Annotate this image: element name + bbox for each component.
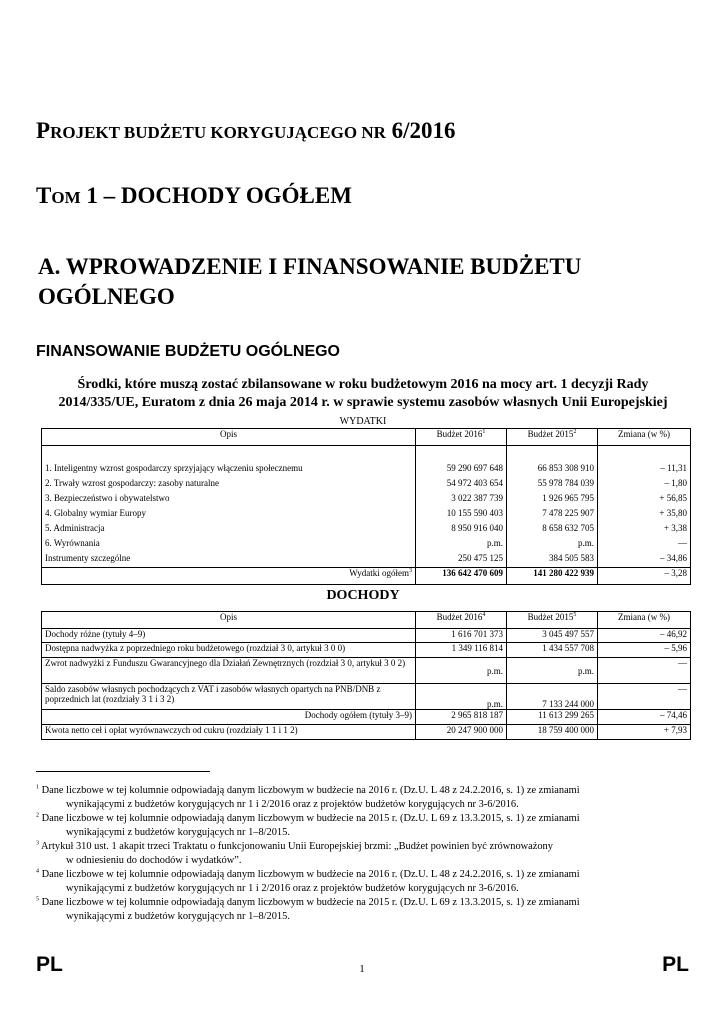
table-row: 6. Wyrównania p.m. p.m. —	[42, 538, 691, 553]
table-row: Dostępna nadwyżka z poprzedniego roku budżetowego (rozdział 3 0, artykuł 3 0 0) 1 349 116 814 1 434 557 708 – 5,96	[42, 643, 691, 658]
table-row: 1. Inteligentny wzrost gospodarczy sprzyjający włączeniu społecznemu 59 290 697 648 66 853 308 910 – 11,31	[42, 463, 691, 478]
table-row: Kwota netto ceł i opłat wyrównawczych od cukru (rozdziały 1 1 i 1 2) 20 247 900 000 18 759 400 000 + 7,93	[42, 725, 691, 740]
dochody-table	[41, 611, 691, 740]
table-row: 3. Bezpieczeństwo i obywatelstwo 3 022 387 739 1 926 965 795 + 56,85	[42, 493, 691, 508]
footnote: $^1$ Dane liczbowe w tej kolumnie odpowiadają danym liczbowym w budżecie na 2016 r. (Dz.U. L 48 z 24.2.2016, s. 1) ze zmianami wynikającymi z budżetów korygujących nr 1 i 2/2016 oraz z projektów budżetów korygujących nr 3-6/2016.	[36, 784, 580, 810]
col-opis: Opis	[42, 429, 416, 446]
col-zmiana: Zmiana (w %)	[598, 612, 691, 629]
table-row: Saldo zasobów własnych pochodzących z VAT i zasobów własnych opartych na PNB/DNB z poprzednich lat (rozdziały 3 1 i 3 2) p.m. 7 133 244 000 —	[42, 684, 691, 710]
document-title: PROJEKT BUDŻETU KORYGUJĄCEGO NR 6/2016	[36, 118, 456, 143]
footnote: $^5$ Dane liczbowe w tej kolumnie odpowiadają danym liczbowym w budżecie na 2015 r. (Dz.U. L 69 z 13.3.2015, s. 1) ze zmianami wynikającymi z budżetów korygujących nr 1–8/2015.	[36, 896, 580, 922]
table-row: Instrumenty szczególne 250 475 125 384 505 583 – 34,86	[42, 553, 691, 568]
wydatki-caption: WYDATKI	[339, 416, 387, 427]
spacer-row	[42, 446, 691, 463]
subsection-heading: FINANSOWANIE BUDŻETU OGÓLNEGO	[36, 343, 340, 360]
footnote: $^2$ Dane liczbowe w tej kolumnie odpowiadają danym liczbowym w budżecie na 2015 r. (Dz.U. L 69 z 13.3.2015, s. 1) ze zmianami wynikającymi z budżetów korygujących nr 1–8/2015.	[36, 812, 580, 838]
col-budzet-2016: Budżet 2016$^1$	[416, 429, 507, 446]
footnote: $^3$ Artykuł 310 ust. 1 akapit trzeci Traktatu o funkcjonowaniu Unii Europejskiej brzmi: „Budżet powinien być zrównoważony w odniesieniu do dochodów i wydatków”.	[36, 840, 553, 866]
volume-title: TOM 1 – DOCHODY OGÓŁEM	[36, 183, 352, 208]
footnotes	[36, 784, 690, 924]
table-row: Zwrot nadwyżki z Funduszu Gwarancyjnego dla Działań Zewnętrznych (rozdział 3 0, artykuł 3 0 2) p.m. p.m. —	[42, 658, 691, 684]
language-code-right: PL	[662, 953, 689, 976]
col-budzet-2015: Budżet 2015$^5$	[507, 612, 598, 629]
col-zmiana: Zmiana (w %)	[598, 429, 691, 446]
table-row: 4. Globalny wymiar Europy 10 155 590 403 7 478 225 907 + 35,80	[42, 508, 691, 523]
total-row: Dochody ogółem (tytuły 3–9) 2 965 818 187 11 613 299 265 – 74,46	[42, 710, 691, 725]
total-row: Wydatki ogółem$^3$ 136 642 470 609 141 280 422 939 – 3,28	[42, 568, 691, 585]
col-budzet-2016: Budżet 2016$^4$	[416, 612, 507, 629]
table-row: 2. Trwały wzrost gospodarczy: zasoby naturalne 54 972 403 654 55 978 784 039 – 1,80	[42, 478, 691, 493]
col-opis: Opis	[42, 612, 416, 629]
wydatki-table	[41, 428, 691, 585]
language-code-left: PL	[36, 953, 63, 976]
dochody-caption: DOCHODY	[326, 588, 400, 603]
col-budzet-2015: Budżet 2015$^2$	[507, 429, 598, 446]
table-row: Dochody różne (tytuły 4–9) 1 616 701 373 3 045 497 557 – 46,92	[42, 629, 691, 643]
footnote-separator	[36, 771, 210, 772]
footnote: $^4$ Dane liczbowe w tej kolumnie odpowiadają danym liczbowym w budżecie na 2016 r. (Dz.U. L 48 z 24.2.2016, s. 1) ze zmianami wynikającymi z budżetów korygujących nr 1 i 2/2016 oraz z projektów budżetów korygujących nr 3-6/2016.	[36, 868, 580, 894]
intro-text: Środki, które muszą zostać zbilansowane w roku budżetowym 2016 na mocy art. 1 decyzji Rady 2014/335/UE, Euratom z dnia 26 maja 2014 r. w sprawie systemu zasobów własnych Unii Europejskiej	[58, 377, 668, 410]
section-heading: A. WPROWADZENIE I FINANSOWANIE BUDŻETU OGÓLNEGO	[38, 254, 582, 309]
page-number: 1	[359, 963, 365, 975]
table-row: 5. Administracja 8 950 916 040 8 658 632 705 + 3,38	[42, 523, 691, 538]
